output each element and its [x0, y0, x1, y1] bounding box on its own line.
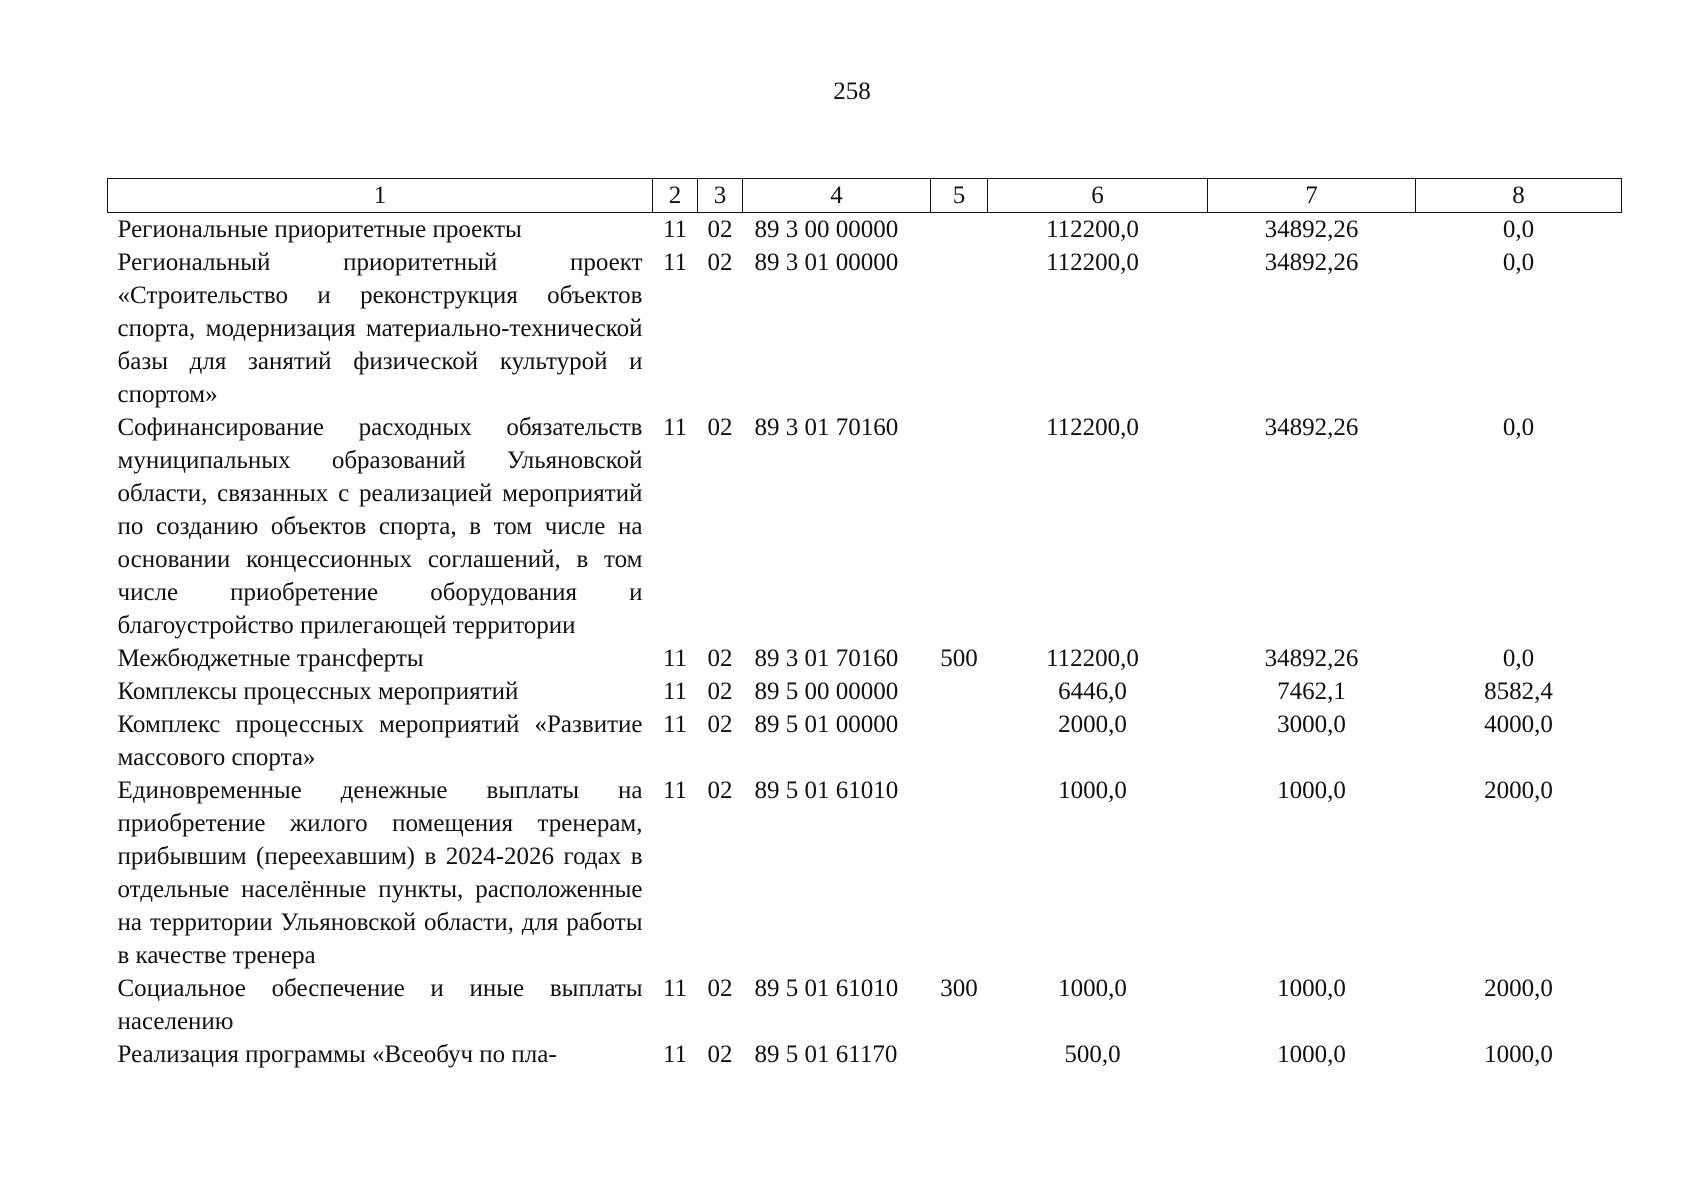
header-row [108, 179, 1622, 213]
row-section: 11 [662, 414, 688, 441]
row-amount-col7: 1000,0 [1277, 1041, 1346, 1068]
table-row [108, 1038, 1622, 1071]
row-name: Региональный приоритетный проект «Строительство и реконструкция объектов спорта, модернизация материально-технической базы для занятий физической культурой и спортом» [117, 249, 643, 408]
row-amount-col8: 2000,0 [1484, 975, 1553, 1002]
row-amount-col6: 500,0 [1064, 1041, 1121, 1068]
row-amount-col6: 1000,0 [1058, 777, 1127, 804]
row-section: 11 [662, 678, 688, 705]
row-target-code: 89 5 01 00000 [754, 711, 899, 738]
row-amount-col6: 1000,0 [1058, 975, 1127, 1002]
row-amount-col7: 34892,26 [1264, 645, 1359, 672]
row-amount-col6: 112200,0 [1046, 249, 1139, 276]
row-section: 11 [662, 645, 688, 672]
row-amount-col8: 0,0 [1502, 249, 1535, 276]
row-section: 11 [662, 975, 688, 1002]
table-body [108, 213, 1622, 1072]
row-name: Единовременные денежные выплаты на приобретение жилого помещения тренерам, прибывшим (переехавшим) в 2024-2026 годах в отдельные населённые пункты, расположенные на территории Ульяновской области, для работы в качестве тренера [117, 777, 643, 969]
row-target-code: 89 3 01 00000 [754, 249, 899, 276]
row-subsection: 02 [707, 678, 733, 705]
row-amount-col8: 0,0 [1502, 414, 1535, 441]
row-expense-type: 500 [940, 645, 978, 672]
header-col-7: 7 [1208, 179, 1416, 213]
row-name: Комплексы процессных мероприятий [117, 678, 519, 705]
row-name: Межбюджетные трансферты [117, 645, 424, 672]
row-subsection: 02 [707, 249, 733, 276]
row-amount-col8: 0,0 [1502, 216, 1535, 243]
table-row [108, 246, 1622, 411]
table-row [108, 642, 1622, 675]
row-target-code: 89 3 01 70160 [754, 414, 899, 441]
row-section: 11 [662, 1041, 688, 1068]
row-amount-col7: 34892,26 [1264, 414, 1359, 441]
header-col-5: 5 [931, 179, 988, 213]
row-name: Реализация программы «Всеобуч по пла- [117, 1041, 557, 1068]
budget-table [107, 178, 1622, 1071]
header-col-3: 3 [698, 179, 743, 213]
row-expense-type [931, 213, 988, 247]
row-amount-col7: 1000,0 [1277, 975, 1346, 1002]
row-expense-type: 300 [940, 975, 978, 1002]
row-amount-col6: 112200,0 [1046, 645, 1139, 672]
row-expense-type [931, 1038, 988, 1071]
row-target-code: 89 5 01 61010 [754, 777, 899, 804]
row-subsection: 02 [707, 645, 733, 672]
row-name: Комплекс процессных мероприятий «Развитие массового спорта» [117, 711, 643, 771]
row-amount-col7: 3000,0 [1277, 711, 1346, 738]
row-amount-col8: 0,0 [1502, 645, 1535, 672]
row-amount-col8: 4000,0 [1484, 711, 1553, 738]
header-col-2: 2 [653, 179, 698, 213]
row-subsection: 02 [707, 414, 733, 441]
row-section: 11 [662, 711, 688, 738]
row-amount-col8: 2000,0 [1484, 777, 1553, 804]
row-subsection: 02 [707, 777, 733, 804]
row-target-code: 89 5 01 61170 [754, 1041, 898, 1068]
row-subsection: 02 [707, 975, 733, 1002]
row-expense-type [931, 675, 988, 708]
table-row [108, 774, 1622, 972]
row-section: 11 [662, 777, 688, 804]
row-target-code: 89 5 01 61010 [754, 975, 899, 1002]
table-header [108, 179, 1622, 213]
row-section: 11 [662, 216, 688, 243]
table-row [108, 411, 1622, 642]
row-expense-type [931, 708, 988, 774]
row-target-code: 89 5 00 00000 [754, 678, 899, 705]
table-row [108, 972, 1622, 1038]
header-col-4: 4 [743, 179, 931, 213]
header-col-8: 8 [1416, 179, 1622, 213]
row-subsection: 02 [707, 216, 733, 243]
row-amount-col8: 1000,0 [1484, 1041, 1553, 1068]
row-amount-col8: 8582,4 [1484, 678, 1553, 705]
table-row [108, 213, 1622, 247]
row-name: Социальное обеспечение и иные выплаты населению [117, 975, 643, 1035]
header-col-6: 6 [988, 179, 1208, 213]
row-amount-col7: 34892,26 [1264, 216, 1359, 243]
row-subsection: 02 [707, 1041, 733, 1068]
page-number: 258 [833, 78, 871, 105]
table-row [108, 708, 1622, 774]
row-amount-col6: 112200,0 [1046, 216, 1139, 243]
row-amount-col7: 1000,0 [1277, 777, 1346, 804]
row-name: Софинансирование расходных обязательств муниципальных образований Ульяновской области, связанных с реализацией мероприятий по созданию объектов спорта, в том числе на основании концессионных соглашений, в том числе приобретение оборудования и благоустройство прилегающей территории [117, 414, 643, 639]
row-expense-type [931, 411, 988, 642]
row-target-code: 89 3 01 70160 [754, 645, 899, 672]
row-amount-col6: 2000,0 [1058, 711, 1127, 738]
row-amount-col7: 7462,1 [1277, 678, 1346, 705]
row-section: 11 [662, 249, 688, 276]
row-expense-type [931, 246, 988, 411]
table-row [108, 675, 1622, 708]
header-col-1: 1 [108, 179, 653, 213]
row-expense-type [931, 774, 988, 972]
row-name: Региональные приоритетные проекты [117, 216, 522, 243]
row-target-code: 89 3 00 00000 [754, 216, 899, 243]
row-subsection: 02 [707, 711, 733, 738]
row-amount-col6: 6446,0 [1058, 678, 1127, 705]
row-amount-col6: 112200,0 [1046, 414, 1139, 441]
row-amount-col7: 34892,26 [1264, 249, 1359, 276]
